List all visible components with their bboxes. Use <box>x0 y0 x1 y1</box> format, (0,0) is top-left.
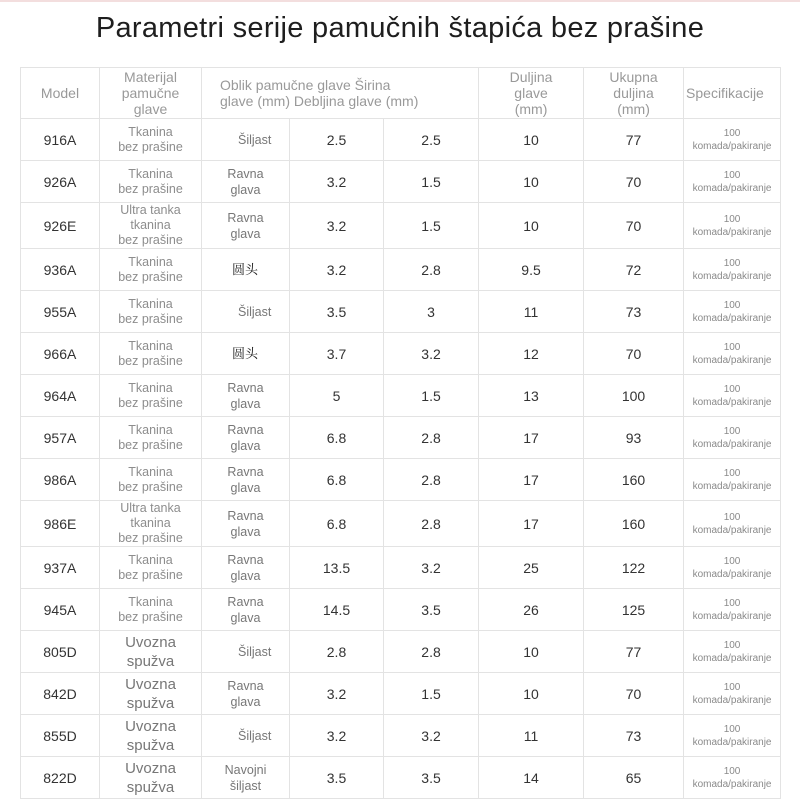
cell-specification: 100 komada/pakiranje <box>684 501 781 547</box>
cell-total-length: 125 <box>584 589 684 631</box>
cell-head-width: 6.8 <box>290 417 384 459</box>
cell-head-shape: Šiljast <box>202 715 290 757</box>
cell-head-length: 11 <box>479 715 584 757</box>
cell-head-shape: Ravna glava <box>202 501 290 547</box>
cell-head-length: 9.5 <box>479 249 584 291</box>
table-row <box>21 547 781 589</box>
cell-head-length: 17 <box>479 501 584 547</box>
cell-head-thickness: 2.8 <box>384 249 479 291</box>
cell-head-width: 13.5 <box>290 547 384 589</box>
cell-head-shape: 圆头 <box>202 333 290 375</box>
cell-total-length: 70 <box>584 333 684 375</box>
cell-material: Uvozna spužva <box>100 715 202 757</box>
table-row <box>21 501 781 547</box>
cell-model: 986A <box>21 459 100 501</box>
page-title: Parametri serije pamučnih štapića bez prašine <box>95 12 705 44</box>
cell-head-thickness: 1.5 <box>384 375 479 417</box>
header-head-length: Duljina glave (mm) <box>479 68 584 119</box>
cell-head-shape: Ravna glava <box>202 589 290 631</box>
cell-material: Tkanina bez prašine <box>100 375 202 417</box>
parameters-table <box>20 67 781 799</box>
cell-specification: 100 komada/pakiranje <box>684 333 781 375</box>
cell-material: Ultra tanka tkanina bez prašine <box>100 501 202 547</box>
cell-total-length: 100 <box>584 375 684 417</box>
cell-head-thickness: 3.2 <box>384 715 479 757</box>
cell-head-thickness: 2.8 <box>384 459 479 501</box>
table-row <box>21 161 781 203</box>
cell-head-shape: Šiljast <box>202 119 290 161</box>
cell-head-thickness: 1.5 <box>384 161 479 203</box>
cell-model: 916A <box>21 119 100 161</box>
table-row <box>21 249 781 291</box>
cell-total-length: 70 <box>584 673 684 715</box>
cell-material: Tkanina bez prašine <box>100 119 202 161</box>
table-row <box>21 459 781 501</box>
cell-total-length: 77 <box>584 631 684 673</box>
cell-head-length: 17 <box>479 459 584 501</box>
cell-head-width: 3.2 <box>290 161 384 203</box>
cell-specification: 100 komada/pakiranje <box>684 757 781 799</box>
table-body <box>21 119 781 799</box>
cell-model: 926A <box>21 161 100 203</box>
table-row <box>21 119 781 161</box>
header-total-length: Ukupna duljina (mm) <box>584 68 684 119</box>
cell-specification: 100 komada/pakiranje <box>684 631 781 673</box>
cell-head-length: 12 <box>479 333 584 375</box>
cell-total-length: 160 <box>584 459 684 501</box>
cell-total-length: 77 <box>584 119 684 161</box>
cell-head-shape: Ravna glava <box>202 161 290 203</box>
cell-model: 822D <box>21 757 100 799</box>
table-row <box>21 715 781 757</box>
cell-head-shape: Ravna glava <box>202 673 290 715</box>
cell-head-thickness: 3.5 <box>384 757 479 799</box>
cell-model: 964A <box>21 375 100 417</box>
cell-head-width: 2.5 <box>290 119 384 161</box>
table-row <box>21 589 781 631</box>
table-row <box>21 291 781 333</box>
cell-specification: 100 komada/pakiranje <box>684 375 781 417</box>
cell-head-shape: Ravna glava <box>202 375 290 417</box>
cell-specification: 100 komada/pakiranje <box>684 547 781 589</box>
cell-head-shape: Navojni šiljast <box>202 757 290 799</box>
cell-specification: 100 komada/pakiranje <box>684 459 781 501</box>
cell-specification: 100 komada/pakiranje <box>684 589 781 631</box>
cell-head-width: 3.5 <box>290 757 384 799</box>
cell-head-width: 3.7 <box>290 333 384 375</box>
cell-material: Uvozna spužva <box>100 673 202 715</box>
cell-head-thickness: 3.5 <box>384 589 479 631</box>
cell-model: 936A <box>21 249 100 291</box>
top-accent-line <box>0 0 800 2</box>
cell-head-thickness: 2.8 <box>384 501 479 547</box>
cell-head-length: 10 <box>479 119 584 161</box>
header-specification: Specifikacije <box>684 68 781 119</box>
cell-model: 805D <box>21 631 100 673</box>
cell-head-width: 2.8 <box>290 631 384 673</box>
cell-model: 926E <box>21 203 100 249</box>
cell-head-shape: Šiljast <box>202 631 290 673</box>
cell-head-length: 11 <box>479 291 584 333</box>
cell-specification: 100 komada/pakiranje <box>684 715 781 757</box>
cell-material: Uvozna spužva <box>100 757 202 799</box>
cell-total-length: 65 <box>584 757 684 799</box>
cell-head-width: 6.8 <box>290 501 384 547</box>
cell-head-width: 14.5 <box>290 589 384 631</box>
cell-head-shape: Ravna glava <box>202 417 290 459</box>
cell-head-length: 10 <box>479 673 584 715</box>
cell-head-thickness: 1.5 <box>384 203 479 249</box>
cell-total-length: 70 <box>584 203 684 249</box>
cell-model: 855D <box>21 715 100 757</box>
cell-head-width: 5 <box>290 375 384 417</box>
cell-material: Tkanina bez prašine <box>100 291 202 333</box>
table-row <box>21 333 781 375</box>
cell-head-thickness: 3 <box>384 291 479 333</box>
cell-specification: 100 komada/pakiranje <box>684 119 781 161</box>
cell-specification: 100 komada/pakiranje <box>684 161 781 203</box>
header-model: Model <box>21 68 100 119</box>
cell-specification: 100 komada/pakiranje <box>684 291 781 333</box>
cell-material: Tkanina bez prašine <box>100 249 202 291</box>
table-header-row <box>21 68 781 119</box>
table-row <box>21 375 781 417</box>
cell-head-thickness: 2.8 <box>384 417 479 459</box>
cell-specification: 100 komada/pakiranje <box>684 249 781 291</box>
cell-head-length: 26 <box>479 589 584 631</box>
cell-head-thickness: 2.5 <box>384 119 479 161</box>
cell-head-width: 3.5 <box>290 291 384 333</box>
cell-model: 986E <box>21 501 100 547</box>
table-row <box>21 417 781 459</box>
cell-head-shape: Šiljast <box>202 291 290 333</box>
cell-head-thickness: 3.2 <box>384 333 479 375</box>
cell-head-length: 13 <box>479 375 584 417</box>
cell-head-shape: Ravna glava <box>202 459 290 501</box>
table-row <box>21 631 781 673</box>
cell-head-width: 3.2 <box>290 715 384 757</box>
cell-material: Ultra tanka tkanina bez prašine <box>100 203 202 249</box>
cell-head-thickness: 2.8 <box>384 631 479 673</box>
header-shape-dimensions: Oblik pamučne glave Širina glave (mm) Debljina glave (mm) <box>202 68 479 119</box>
cell-head-thickness: 1.5 <box>384 673 479 715</box>
cell-model: 945A <box>21 589 100 631</box>
cell-head-length: 10 <box>479 203 584 249</box>
header-material: Materijal pamučne glave <box>100 68 202 119</box>
cell-material: Tkanina bez prašine <box>100 417 202 459</box>
cell-total-length: 73 <box>584 715 684 757</box>
cell-head-thickness: 3.2 <box>384 547 479 589</box>
cell-head-width: 3.2 <box>290 249 384 291</box>
table-row <box>21 203 781 249</box>
cell-material: Tkanina bez prašine <box>100 547 202 589</box>
cell-total-length: 70 <box>584 161 684 203</box>
cell-head-length: 10 <box>479 631 584 673</box>
cell-material: Uvozna spužva <box>100 631 202 673</box>
cell-model: 966A <box>21 333 100 375</box>
table-row <box>21 757 781 799</box>
cell-model: 955A <box>21 291 100 333</box>
cell-total-length: 122 <box>584 547 684 589</box>
table-row <box>21 673 781 715</box>
cell-head-width: 3.2 <box>290 203 384 249</box>
cell-material: Tkanina bez prašine <box>100 333 202 375</box>
cell-head-length: 17 <box>479 417 584 459</box>
cell-head-length: 10 <box>479 161 584 203</box>
cell-total-length: 160 <box>584 501 684 547</box>
cell-total-length: 73 <box>584 291 684 333</box>
cell-head-shape: 圆头 <box>202 249 290 291</box>
cell-model: 842D <box>21 673 100 715</box>
cell-total-length: 72 <box>584 249 684 291</box>
cell-material: Tkanina bez prašine <box>100 459 202 501</box>
cell-head-width: 3.2 <box>290 673 384 715</box>
cell-head-length: 25 <box>479 547 584 589</box>
cell-head-shape: Ravna glava <box>202 203 290 249</box>
cell-specification: 100 komada/pakiranje <box>684 203 781 249</box>
cell-material: Tkanina bez prašine <box>100 161 202 203</box>
cell-total-length: 93 <box>584 417 684 459</box>
cell-specification: 100 komada/pakiranje <box>684 673 781 715</box>
cell-model: 957A <box>21 417 100 459</box>
cell-head-length: 14 <box>479 757 584 799</box>
cell-material: Tkanina bez prašine <box>100 589 202 631</box>
cell-model: 937A <box>21 547 100 589</box>
cell-head-shape: Ravna glava <box>202 547 290 589</box>
cell-specification: 100 komada/pakiranje <box>684 417 781 459</box>
cell-head-width: 6.8 <box>290 459 384 501</box>
